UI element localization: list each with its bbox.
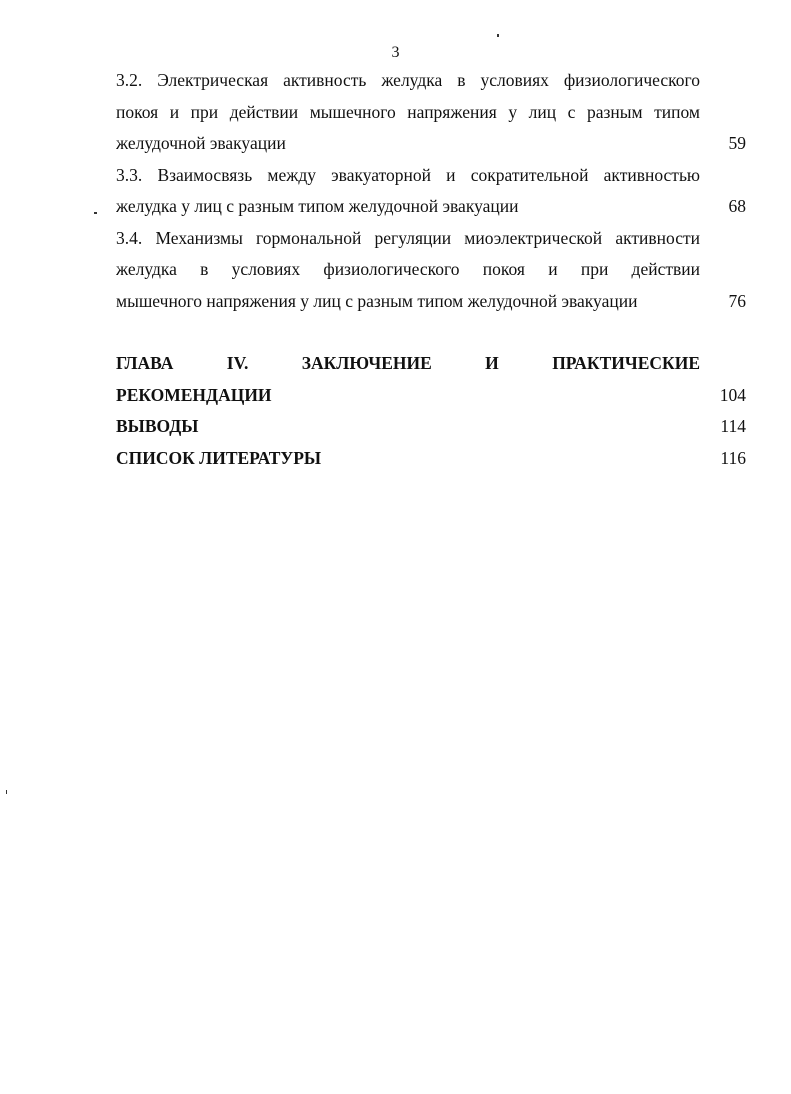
toc-conclusions bbox=[116, 416, 746, 448]
toc-text: мышечного напряжения у лиц с разным типом желудочной эвакуации bbox=[116, 290, 638, 311]
toc-heading: СПИСОК ЛИТЕРАТУРЫ bbox=[116, 447, 322, 468]
toc-text: 3.3. Взаимосвязь между эвакуаторной и сократительной активностью bbox=[116, 164, 700, 185]
toc-entry-3-2-line-1 bbox=[116, 70, 746, 102]
toc-entry-3-3-line-1 bbox=[116, 165, 746, 197]
toc-heading: ГЛАВА IV. ЗАКЛЮЧЕНИЕ И ПРАКТИЧЕСКИЕ bbox=[116, 353, 700, 373]
toc-page-number: 59 bbox=[728, 133, 746, 153]
toc-entry-3-2-line-3 bbox=[116, 133, 746, 165]
page-number: 3 bbox=[391, 44, 400, 61]
toc-text: покоя и при действии мышечного напряжения у лиц с разным типом bbox=[116, 101, 700, 122]
section-spacer bbox=[116, 322, 746, 353]
scan-speck bbox=[6, 790, 7, 794]
toc-page-number: 114 bbox=[720, 416, 746, 436]
toc-entry-3-4-line-3 bbox=[116, 291, 746, 323]
toc-entry-3-2-line-2 bbox=[116, 102, 746, 134]
toc-entry-3-4-line-2 bbox=[116, 259, 746, 291]
toc-page-number: 68 bbox=[728, 196, 746, 216]
scan-speck bbox=[94, 212, 97, 214]
toc-text: желудка в условиях физиологического покоя и при действии bbox=[116, 259, 700, 279]
toc-chapter-4-line-1 bbox=[116, 353, 746, 385]
scan-speck bbox=[497, 34, 499, 37]
toc-entry-3-4-line-1 bbox=[116, 228, 746, 260]
toc-heading: РЕКОМЕНДАЦИИ bbox=[116, 384, 272, 405]
toc-chapter-4-line-2 bbox=[116, 385, 746, 417]
toc-entry-3-3-line-2 bbox=[116, 196, 746, 228]
toc-page-number: 116 bbox=[720, 447, 746, 468]
toc-page-number: 76 bbox=[728, 290, 746, 311]
toc-references bbox=[116, 448, 746, 480]
toc-page-number: 104 bbox=[719, 384, 746, 405]
toc-text: 3.2. Электрическая активность желудка в условиях физиологического bbox=[116, 70, 700, 90]
toc-text: желудка у лиц с разным типом желудочной эвакуации bbox=[116, 196, 519, 216]
toc-text: 3.4. Механизмы гормональной регуляции миоэлектрической активности bbox=[116, 227, 700, 248]
table-of-contents bbox=[116, 70, 746, 479]
toc-heading: ВЫВОДЫ bbox=[116, 416, 199, 436]
toc-text: желудочной эвакуации bbox=[116, 133, 286, 153]
